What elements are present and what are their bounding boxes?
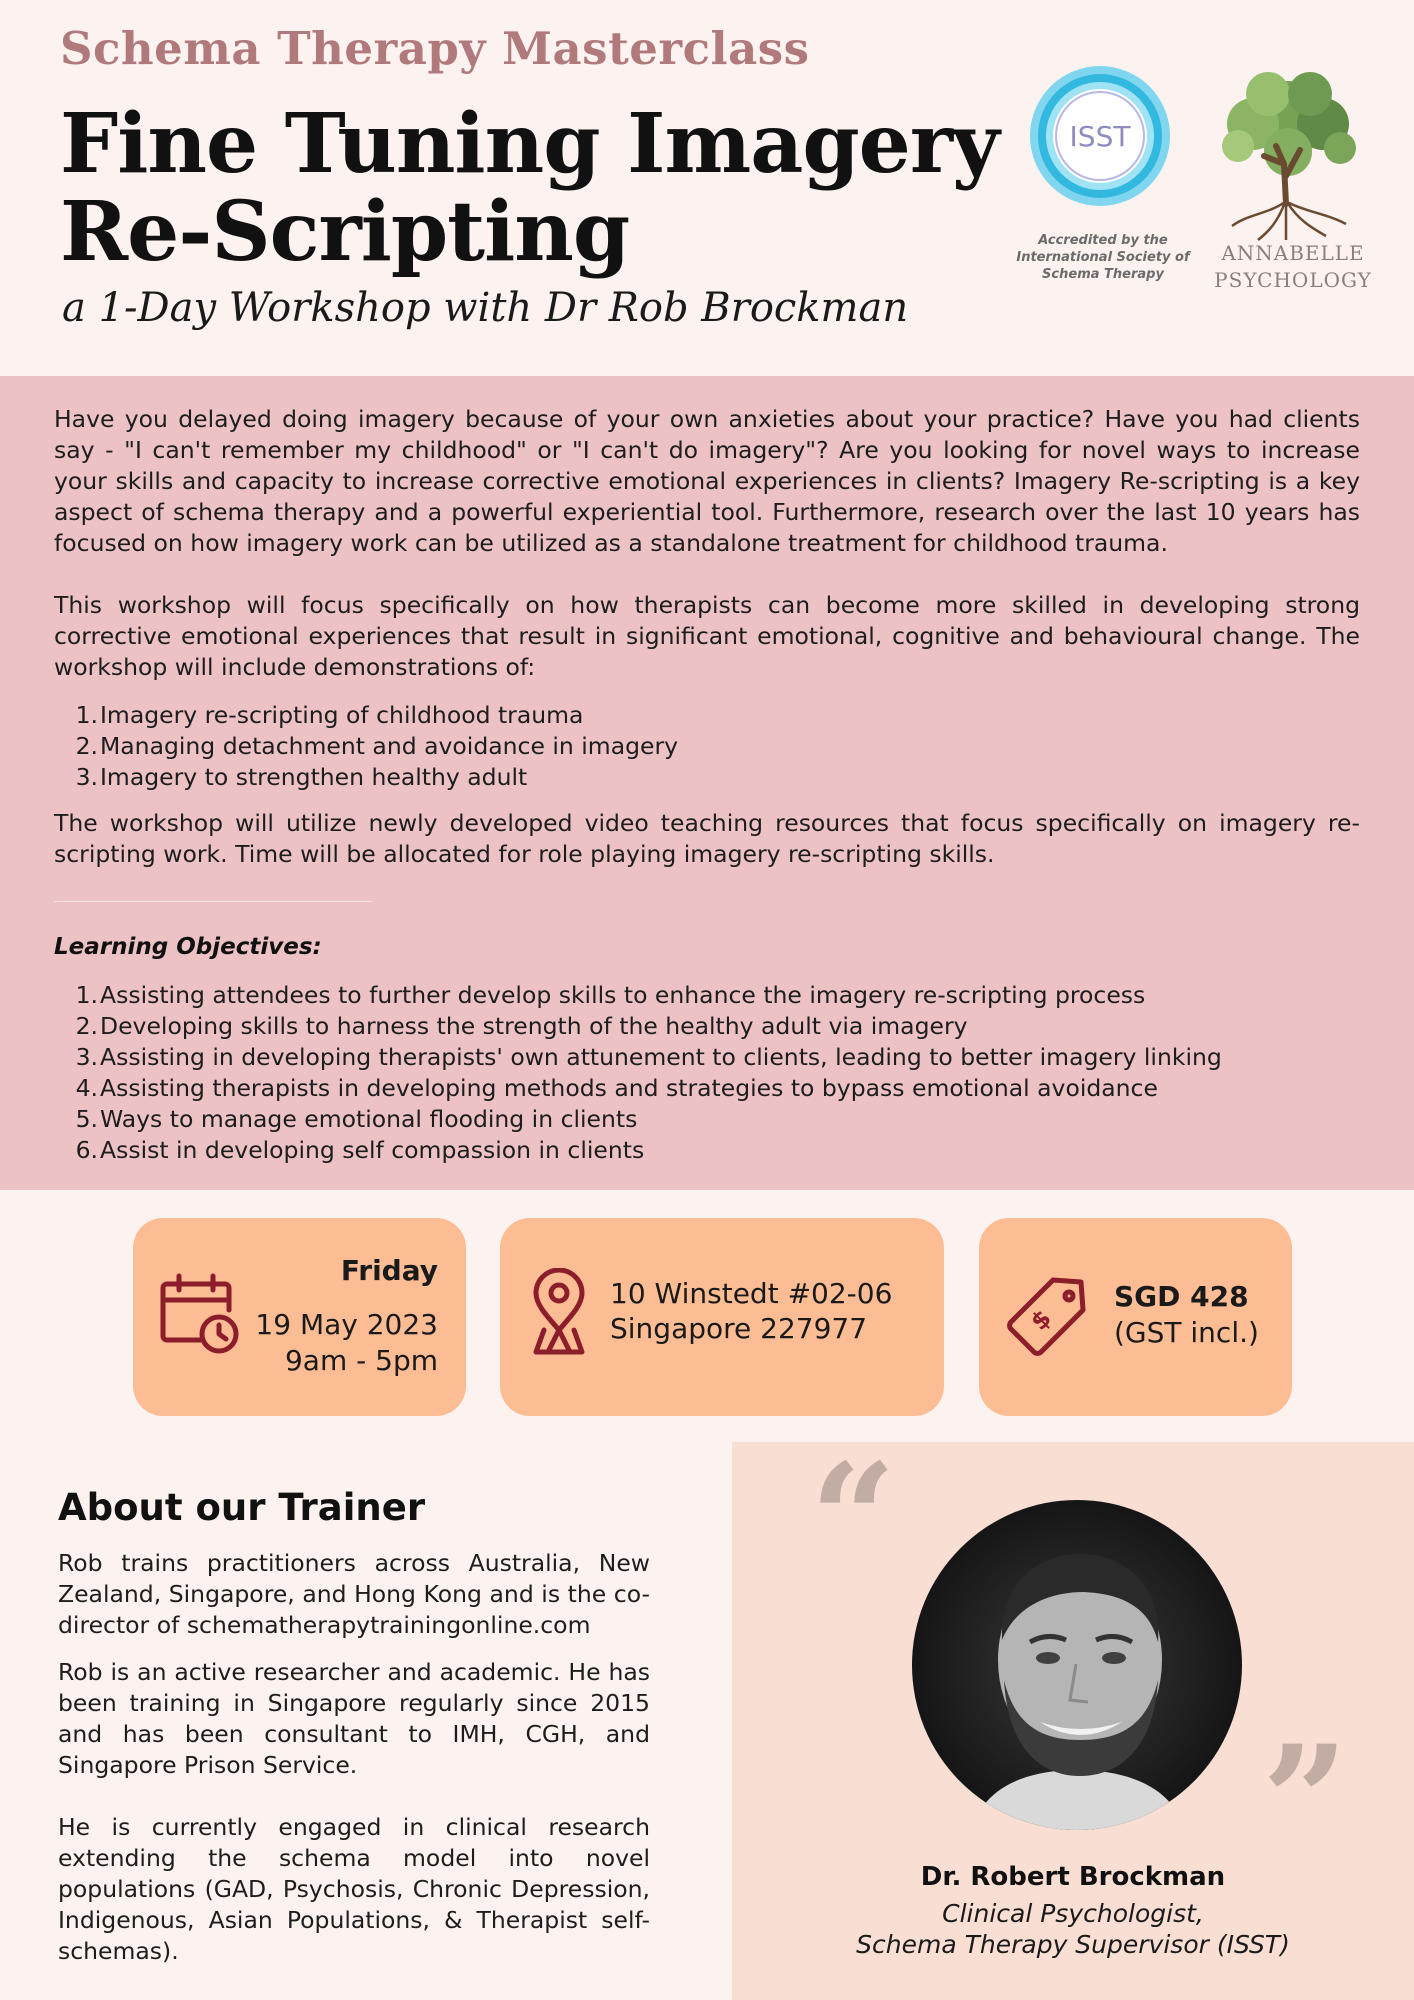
intro-paragraph-3: The workshop will utilize newly developed video teaching resources that focus specifically on imagery re-scripting work. Time will be allocated for role playing imagery re-scripting skills. (54, 809, 1360, 868)
demonstrations-list (70, 700, 678, 793)
kicker-title: Schema Therapy Masterclass (60, 22, 810, 75)
trainer-role-line-2: Schema Therapy Supervisor (ISST) (856, 1930, 1290, 1959)
list-item (70, 1073, 1222, 1104)
quote-open-mark: “ (810, 1431, 897, 1607)
list-item (70, 1011, 1222, 1042)
about-trainer-title: About our Trainer (58, 1486, 426, 1529)
page-title (60, 96, 999, 280)
map-pin-icon (530, 1268, 588, 1358)
intro-paragraph-2: This workshop will focus specifically on how therapists can become more skilled in developing strong corrective emotional experiences that result in significant emotional, cognitive and behavioural change. The workshop will include demonstrations of: (54, 591, 1360, 681)
price-tag-icon (1003, 1274, 1089, 1360)
list-item (70, 762, 678, 793)
learning-objectives-list (70, 980, 1222, 1166)
list-item-number: 4. (75, 1074, 98, 1102)
tree-logo (1208, 64, 1368, 244)
trainer-role-line-1: Clinical Psychologist, (942, 1899, 1204, 1928)
annabelle-line-1: ANNABELLE (1221, 241, 1365, 265)
calendar-clock-icon (157, 1272, 241, 1356)
list-item (70, 1104, 1222, 1135)
trainer-portrait (912, 1500, 1242, 1830)
list-item (70, 980, 1222, 1011)
list-item-number: 3. (75, 763, 98, 791)
annabelle-line-2: PSYCHOLOGY (1214, 268, 1372, 292)
list-item-text: Assisting in developing therapists' own attunement to clients, leading to better imagery linking (100, 1043, 1222, 1071)
about-paragraph-1: Rob trains practitioners across Australia, New Zealand, Singapore, and Hong Kong and is the co-director of schematherapytrainingonline.com (58, 1549, 650, 1639)
list-item-text: Assisting attendees to further develop skills to enhance the imagery re-scripting process (100, 981, 1146, 1009)
learning-objectives-title: Learning Objectives: (54, 934, 322, 960)
list-item (70, 1042, 1222, 1073)
address-line-2: Singapore 227977 (610, 1312, 868, 1345)
intro-paragraph-1: Have you delayed doing imagery because of your own anxieties about your practice? Have you had clients say - "I can't remember my childhood" or "I can't do imagery"? Are you looking for novel ways to increase your skills and capacity to increase corrective emotional experiences in clients? Imagery Re-scripting is a key aspect of schema therapy and a powerful experiential tool. Furthermore, research over the last 10 years has focused on how imagery work can be utilized as a standalone treatment for childhood trauma. (54, 405, 1360, 557)
title-line-2: Re-Scripting (60, 184, 630, 280)
isst-caption (1002, 232, 1204, 283)
isst-logo-text: ISST (1069, 120, 1131, 153)
section-divider (54, 901, 372, 902)
svg-text:$: $ (1025, 1304, 1057, 1336)
list-item (70, 700, 678, 731)
price-amount: SGD 428 (1114, 1280, 1249, 1313)
intro-section (0, 376, 1414, 1190)
isst-caption-line-3: Schema Therapy (1042, 267, 1164, 282)
about-paragraph-3: He is currently engaged in clinical research extending the schema model into novel populations (GAD, Psychosis, Chronic Depression, Indigenous, Asian Populations, & Therapist self-schemas). (58, 1813, 650, 1965)
event-day: Friday (340, 1254, 438, 1287)
list-item-text: Ways to manage emotional flooding in clients (100, 1105, 638, 1133)
price-card (979, 1218, 1292, 1416)
list-item-text: Managing detachment and avoidance in imagery (100, 732, 679, 760)
title-line-1: Fine Tuning Imagery (60, 96, 999, 192)
event-address (610, 1276, 892, 1346)
list-item-number: 1. (75, 701, 98, 729)
page-subtitle: a 1-Day Workshop with Dr Rob Brockman (62, 285, 909, 331)
list-item (70, 731, 678, 762)
address-line-1: 10 Winstedt #02-06 (610, 1277, 893, 1310)
quote-close-mark: ” (1262, 1713, 1349, 1889)
price-note: (GST incl.) (1114, 1316, 1259, 1349)
list-item (70, 1135, 1222, 1166)
list-item-number: 5. (75, 1105, 98, 1133)
isst-logo (1026, 62, 1174, 210)
isst-caption-line-1: Accredited by the (1038, 233, 1168, 248)
list-item-number: 2. (75, 1012, 98, 1040)
annabelle-psychology-logo-text (1208, 240, 1378, 294)
location-card (500, 1218, 944, 1416)
list-item-number: 6. (75, 1136, 98, 1164)
about-paragraph-2: Rob is an active researcher and academic. He has been training in Singapore regularly since 2015 and has been consultant to IMH, CGH, and Singapore Prison Service. (58, 1658, 650, 1779)
trainer-name: Dr. Robert Brockman (920, 1862, 1226, 1892)
trainer-panel (732, 1431, 1414, 2000)
trainer-role (732, 1898, 1414, 1960)
event-date: 19 May 2023 (255, 1308, 438, 1341)
tree-foliage (1222, 72, 1356, 176)
header (0, 0, 1414, 376)
list-item-text: Imagery re-scripting of childhood trauma (100, 701, 584, 729)
event-time: 9am - 5pm (284, 1344, 438, 1377)
list-item-number: 2. (75, 732, 98, 760)
date-card (133, 1218, 466, 1416)
list-item-text: Assist in developing self compassion in clients (100, 1136, 645, 1164)
isst-caption-line-2: International Society of (1016, 250, 1190, 265)
list-item-number: 3. (75, 1043, 98, 1071)
list-item-number: 1. (75, 981, 98, 1009)
list-item-text: Assisting therapists in developing methods and strategies to bypass emotional avoidance (100, 1074, 1158, 1102)
list-item-text: Imagery to strengthen healthy adult (100, 763, 528, 791)
list-item-text: Developing skills to harness the strength of the healthy adult via imagery (100, 1012, 968, 1040)
